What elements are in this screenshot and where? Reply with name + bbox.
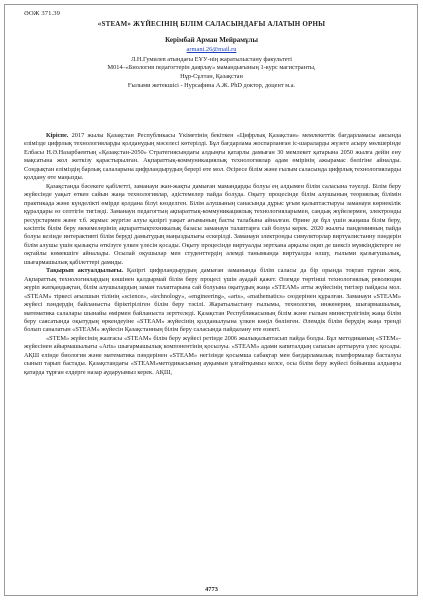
affiliation-line: Л.Н.Гумилев атындағы ЕҰУ-нің жаратылыстану факультеті bbox=[131, 55, 292, 63]
author-name: Керімбай Арман Мейрамұлы bbox=[165, 36, 258, 44]
section-heading: Кіріспе. bbox=[46, 132, 69, 139]
affiliation-line: Ғылыми жетекшісі - Нурсафина А.Ж. PhD доктор, доцент м.а. bbox=[127, 81, 296, 89]
body-paragraph: Тақырып актуалдылығы. Қазіргі цифрландырудың дамыған заманында білім саласы да бір орында тоқтап тұрған жоқ. Ақпараттық технологиялардың көшінен қалдырмай білім беру процесі үшін ауадай қажет. Әлемде төртінші технологиялық революция жүріп жатқандықтан, білім алушылардың заман талаптарына сай болуына оқытудың жаңа «STEAM» атты жүйесінің тигізер пайдасы мол. «STEAM» тіркесі ағылшын тілінің «science», «technology», «engineering», «arts», «mathematics» сөздерінен құралған. Заманауи «STEAM» жүйесі пәндердің байланысты біріктіріліген білім беру тәсілі. Жаратылыстану ғылымы, технология, инженерия, шығармашылық, математика салалары шынайы өмірмен байланыста зерттеледі. Қазақстан Республикасының білім және ғылым министрлігінің жаңа білім беру саясатында оқытудың өркендеуіне «STEAM» жүйесінің қолданылуына үлкен көңіл бөлінген. Әлемдік білім берудің жаңа трендi болып саналатын «STEAM» жүйесін Қазақстанның білім беру саласында пайдалану өте өзекті. bbox=[24, 267, 401, 334]
section-heading: Тақырып актуалдылығы. bbox=[46, 267, 124, 275]
affiliation-block bbox=[60, 56, 363, 91]
affiliation-line: Нұр-Сұлтан, Қазақстан bbox=[180, 73, 243, 81]
body-paragraph: «STEM» жүйесінің жалғасы «STEAM» білім беру жүйесі ретінде 2006 жылықалыптасып пайда болды. Бұл методиканың «STEM»-жүйесінен айырмашылығы «Arts» шығармашылық компонентінің қосылуы. «STEAM» адами капиталдың сапасын арттыруға үлес қосады. АҚШ елінде биология және математика пәндерінен «STEAM» негізінде қосымша сабақтар мен бағдарламалық платформалар басталуы сынып тарып бастады. Қазақстандағы «STEAM»методикасының ауқымын ұлғайтқымыз келсе, осы білім беру жүйесі бойынша алдыңғы қатарда тұрған елдерге назар аударуымыз керек. АҚШ, bbox=[24, 334, 401, 376]
body-paragraph: Қазақстанда бәсекеге қабілетті, заманауи жан-жақты дамыған мамандарды болуы ең алдымен білім саласына тәуелді. Білім беру жүйесінде уақыт өткен сайын жаңа технологиялар, әдістемелер пайда болуда. Оқыту процесінде білім алушының теориялық білімін практикада және күнделікті өмірде қолдана білуі көзделген. Білім алушының санасында дұрыс ұғым қалыптастыруы заманауи көрнекілік құралдары өз септігін тигізеді. Заманауи педагогтың ақпараттық-коммуникациялық технологияларымен, сандық жүйелермен, электронды ресурстармен және т.б. жұмыс жүргізе алуы қазіргі уақыт ағымының басты талабына айналған. Өрине де бұл үшін жаңаша білім беру, кәсіптік білім беру мекемелерінің ақпараттықтехникалық базасы заманауи талаптарға сай болуы керек. 2020 жылғы пандемияның пайда болуы кезінде интерактивті білім беруді дамытудың маңыздылығы ескерілді. Заманауи электронды симуляторлар виртуалистанну пәндерін білім алушы үшін қызықты өткізуге үлкен үлесін қосады. Оқыту процесінде виртуалды зертхана арқылы оқип де шексіз мүмкіндіктерге не оқтайлы көмекшіге айналады. Осылай оқушылар мен студенттердің әлемді танымында виртуалды өлшу, ғылыми қызығушылық, шығармашылық қабілеттері дамиды. bbox=[24, 182, 401, 266]
udc-code: ӘОЖ 371.39 bbox=[24, 10, 61, 17]
article-body bbox=[24, 132, 401, 377]
author-email-link[interactable]: armani.26@mail.ru bbox=[186, 46, 237, 53]
body-paragraph: Кіріспе. 2017 жылы Қазақстан Республикасы Үкіметінің бекіткен «Цифрлық Қазақстан» мемлекеттік бағдарламасы аясында еліміздe цифрлық технологияларды қолданудың мәселесі көтерілді. Бұл бағдарлама жоспарланған іс-шараларды жүзеге асыру мөлшерінде Елбасы Н.Ә.Назарбаевтың «Қазақстан-2050» Стратегиясындағы алдыңғы қатарлы дамыған 30 мемлекет қатарына 2050 жылға дейін ену мақсатына жол жеткізу қарастырылған. Ақпараттық-коммуникациялық технологиялар адам өмірінің ажырамас бөлігіне айналды. Сондықтан еліміздің барлық салаларына цифрландырудың берері өте мол. Әсіресе білім және ғылым саласында цифрлық технологияларды қолдану өте маңызды. bbox=[24, 132, 401, 182]
page-number: 4773 bbox=[205, 586, 218, 593]
article-title: «STEAM» ЖҮЙЕСІНІҢ БІЛІМ САЛАСЫНДАҒЫ АЛАТЫН ОРНЫ bbox=[97, 20, 326, 28]
affiliation-line: М014–«Биология педагогтерін даярлау» мамандығының 1-курс магистранты, bbox=[107, 64, 316, 72]
